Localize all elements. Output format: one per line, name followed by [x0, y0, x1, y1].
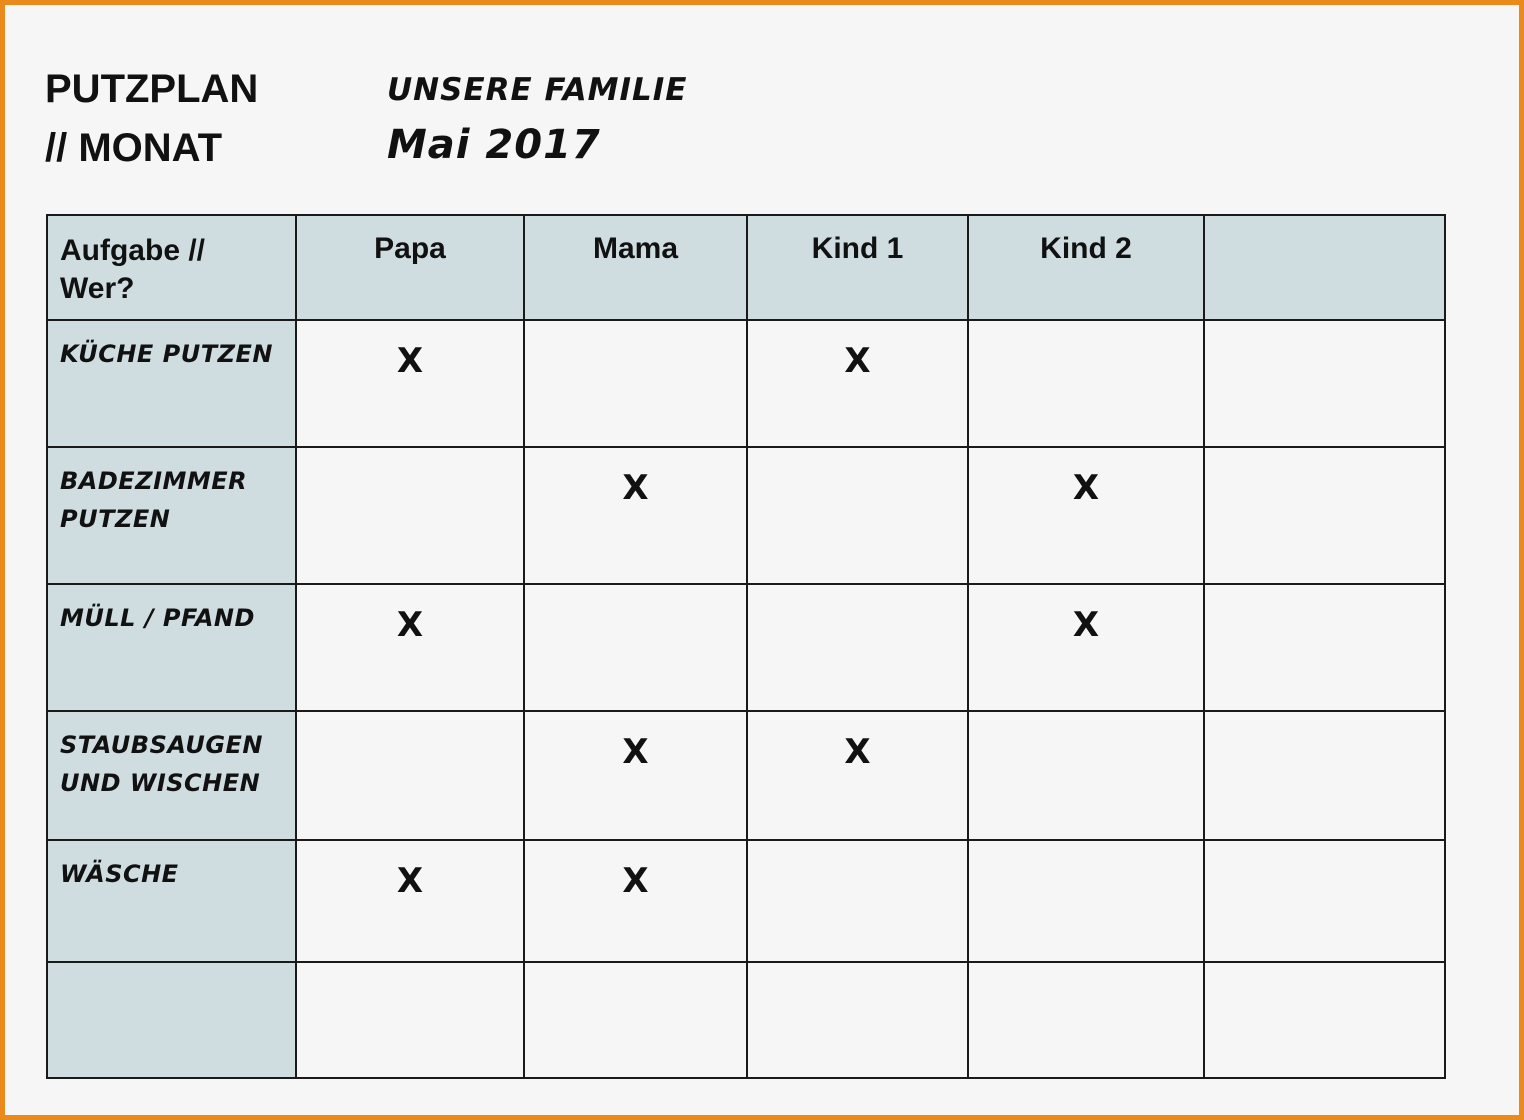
table-row	[47, 447, 1445, 584]
check-cell[interactable]	[1204, 711, 1445, 840]
check-cell[interactable]: X	[747, 320, 968, 447]
check-cell[interactable]	[524, 320, 747, 447]
check-cell[interactable]	[968, 320, 1204, 447]
column-header-kind-2: Kind 2	[968, 215, 1204, 320]
task-muell-pfand: MÜLL / PFAND	[47, 584, 296, 711]
check-cell[interactable]	[524, 962, 747, 1078]
check-cell[interactable]	[296, 447, 524, 584]
check-cell[interactable]	[296, 711, 524, 840]
check-cell[interactable]	[968, 711, 1204, 840]
check-cell[interactable]: X	[524, 840, 747, 962]
check-cell[interactable]	[1204, 447, 1445, 584]
title-line-1: PUTZPLAN	[45, 67, 259, 111]
table-row	[47, 711, 1445, 840]
check-cell[interactable]	[524, 584, 747, 711]
column-header-kind-1: Kind 1	[747, 215, 968, 320]
check-cell[interactable]	[968, 840, 1204, 962]
table-row	[47, 320, 1445, 447]
header-row	[47, 215, 1445, 320]
check-cell[interactable]: X	[296, 840, 524, 962]
table-row	[47, 962, 1445, 1078]
subtitle-month: Mai 2017	[387, 122, 601, 168]
task-waesche: WÄSCHE	[47, 840, 296, 962]
title-line-2: // MONAT	[45, 126, 223, 170]
column-header-papa: Papa	[296, 215, 524, 320]
corner-header: Aufgabe // Wer?	[47, 215, 296, 320]
check-cell[interactable]	[747, 447, 968, 584]
task-badezimmer-putzen: BADEZIMMER PUTZEN	[47, 447, 296, 584]
check-cell[interactable]	[968, 962, 1204, 1078]
check-cell[interactable]	[1204, 962, 1445, 1078]
check-cell[interactable]: X	[524, 447, 747, 584]
check-cell[interactable]: X	[524, 711, 747, 840]
subtitle-family: UNSERE FAMILIE	[387, 72, 688, 108]
check-cell[interactable]: X	[747, 711, 968, 840]
check-cell[interactable]	[1204, 320, 1445, 447]
check-cell[interactable]	[747, 584, 968, 711]
chore-table	[46, 214, 1446, 1079]
column-header-mama: Mama	[524, 215, 747, 320]
check-cell[interactable]: X	[968, 447, 1204, 584]
check-cell[interactable]	[747, 840, 968, 962]
check-cell[interactable]	[296, 962, 524, 1078]
column-header-empty	[1204, 215, 1445, 320]
check-cell[interactable]	[747, 962, 968, 1078]
check-cell[interactable]: X	[968, 584, 1204, 711]
check-cell[interactable]	[1204, 584, 1445, 711]
task-kueche-putzen: KÜCHE PUTZEN	[47, 320, 296, 447]
check-cell[interactable]: X	[296, 320, 524, 447]
table-row	[47, 840, 1445, 962]
check-cell[interactable]	[1204, 840, 1445, 962]
task-empty[interactable]	[47, 962, 296, 1078]
table-row	[47, 584, 1445, 711]
check-cell[interactable]: X	[296, 584, 524, 711]
task-staubsaugen-wischen: STAUBSAUGEN UND WISCHEN	[47, 711, 296, 840]
